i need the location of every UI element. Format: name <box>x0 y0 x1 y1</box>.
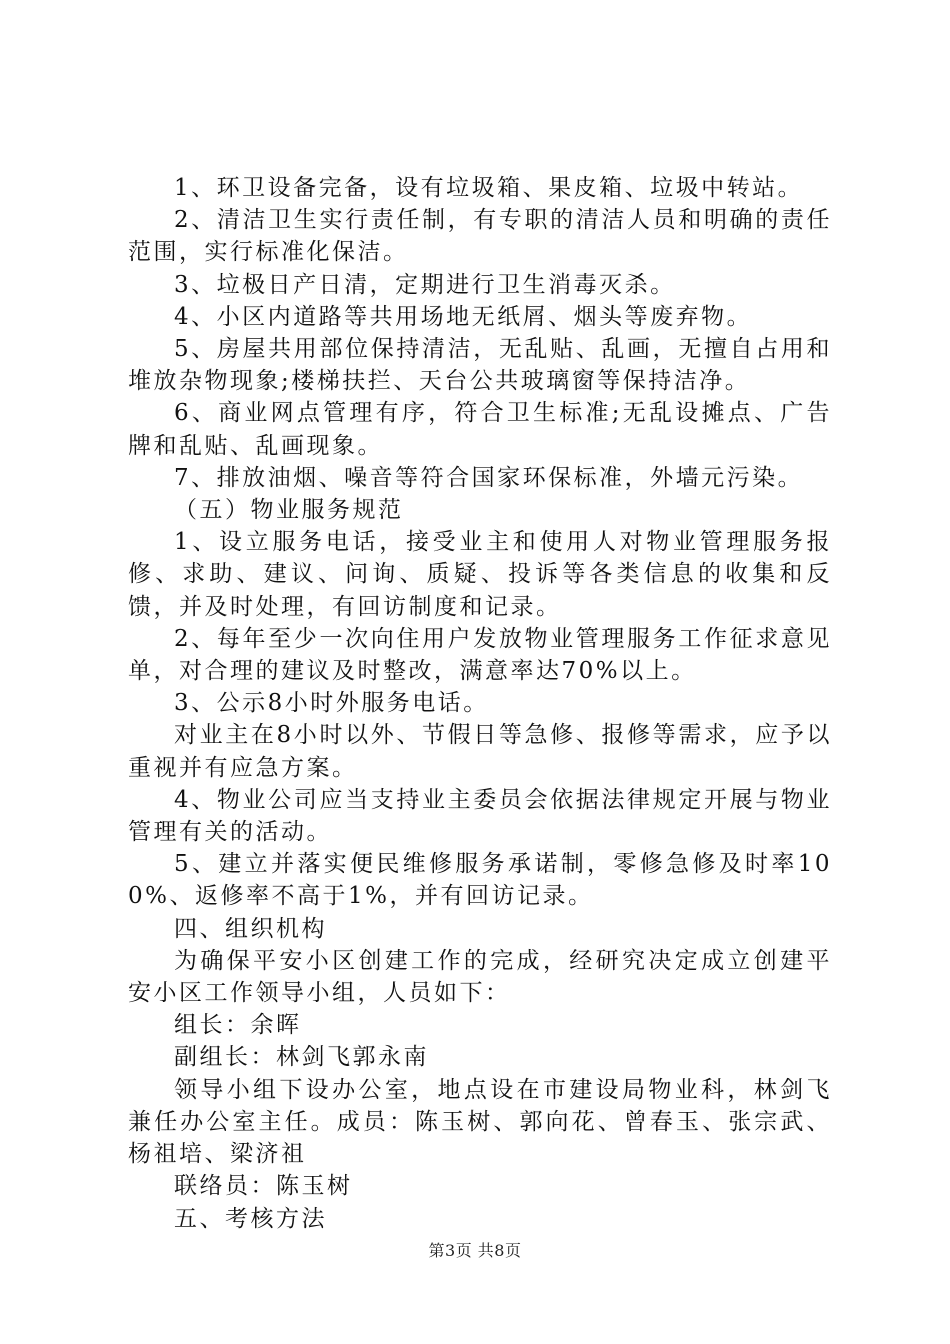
paragraph-group-leader: 组长：余晖 <box>174 1012 302 1039</box>
section-heading-service-standards: （五）物业服务规范 <box>174 497 404 524</box>
page-number-footer: 第3页 共8页 <box>428 1241 522 1260</box>
paragraph-sanitation-6: 6、商业网点管理有序，符合卫生标准;无乱设摊点、广告牌和乱贴、乱画现象。 <box>128 400 832 459</box>
paragraph-sanitation-2: 2、清洁卫生实行责任制，有专职的清洁人员和明确的责任范围，实行标准化保洁。 <box>128 207 832 266</box>
paragraph-sanitation-5: 5、房屋共用部位保持清洁，无乱贴、乱画，无擅自占用和堆放杂物现象;楼梯扶拦、天台公共玻璃窗等保持洁净。 <box>128 336 832 395</box>
paragraph-sanitation-1: 1、环卫设备完备，设有垃圾箱、果皮箱、垃圾中转站。 <box>174 175 804 201</box>
paragraph-service-1: 1、设立服务电话，接受业主和使用人对物业管理服务报修、求助、建议、问询、质疑、投诉等各类信息的收集和反馈，并及时处理，有回访制度和记录。 <box>128 529 832 620</box>
paragraph-sanitation-7: 7、排放油烟、噪音等符合国家环保标准，外墙元污染。 <box>174 464 804 491</box>
section-heading-organization: 四、组织机构 <box>174 915 327 942</box>
paragraph-office-members: 领导小组下设办公室，地点设在市建设局物业科，林剑飞兼任办公室主任。成员：陈玉树、郭向花、曾春玉、张宗武、杨祖培、梁济祖 <box>128 1076 832 1168</box>
paragraph-service-5: 5、建立并落实便民维修服务承诺制，零修急修及时率100%、返修率不高于1%，并有回访记录。 <box>128 851 832 910</box>
paragraph-service-2: 2、每年至少一次向住用户发放物业管理服务工作征求意见单，对合理的建议及时整改，满意率达70%以上。 <box>128 625 832 685</box>
section-heading-assessment: 五、考核方法 <box>174 1205 327 1232</box>
paragraph-service-3-detail: 对业主在8小时以外、节假日等急修、报修等需求，应予以重视并有应急方案。 <box>128 722 832 781</box>
paragraph-sanitation-3: 3、垃极日产日清，定期进行卫生消毒灭杀。 <box>174 271 676 298</box>
paragraph-deputy-leaders: 副组长：林剑飞郭永南 <box>174 1044 429 1071</box>
paragraph-service-4: 4、物业公司应当支持业主委员会依据法律规定开展与物业管理有关的活动。 <box>128 786 832 846</box>
paragraph-liaison: 联络员：陈玉树 <box>174 1173 353 1200</box>
document-body <box>128 172 832 1235</box>
paragraph-organization-intro: 为确保平安小区创建工作的完成，经研究决定成立创建平安小区工作领导小组，人员如下： <box>128 947 832 1007</box>
paragraph-sanitation-4: 4、小区内道路等共用场地无纸屑、烟头等废弃物。 <box>174 303 753 330</box>
paragraph-service-3: 3、公示8小时外服务电话。 <box>174 690 489 717</box>
